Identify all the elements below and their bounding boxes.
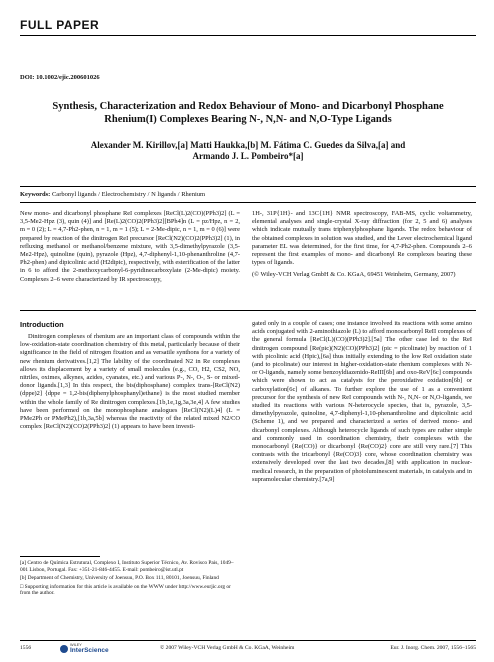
keywords-top-rule (20, 186, 476, 187)
author-list (30, 140, 466, 162)
logo-main-text: InterScience (70, 647, 109, 654)
intro-right-column (252, 320, 472, 484)
interscience-logo-icon (60, 645, 68, 653)
abstract-text-right: 1H-, 31P{1H}- and 13C{1H} NMR spectroscopy, FAB-MS, cyclic voltammetry, elemental analyses and single-crystal X-ray diffraction (for 2, 5 and 6) analyses which indicate mutually trans triphenylphosphane ligands. The redox behaviour of the obtained complexes in solution was studied, and the Lever electrochemical ligand parameter EL was determined, for the first time, for 4,7-Ph2-phen. Compounds 2–6 represent the first examples of mono- and dicarbonyl Re complexes bearing these types of ligands. (252, 210, 472, 267)
logo-top-text: WILEY (70, 643, 82, 647)
intro-text-right: gated only in a couple of cases; one instance involved its reactions with some amino acids conjugated with 2-aminothiazole (L) to afford monocarbonyl ReII complexes of the general formula [ReCl(L)(CO)(PPh3)2].[5a] The other case led to the ReI dinitrogen compound [Re(pic)(N2)(CO)(PPh3)2] (pic = picolinate) by reaction of 1 with picolinic acid (Hpic),[6a] thus initially extending to the low ReI oxidation state (and to picolinate) our interest in higher-oxidation-state rhenium complexes with N- or O-ligands, namely some benzoyldiazenido-ReIII[6b] and oxo-ReV[6c] compounds which were shown to act as catalysts for the peroxidative oxidation[6b] or carboxylation[6c] of alkanes. To further explore the use of 1 as a convenient precursor for the synthesis of new ReI compounds with N-, N,N- or N,O-ligands, we studied its reactions with various N-heterocycle species, that is, pyrazole, 3,5-dimethylpyrazole, quinoline, 4,7-diphenyl-1,10-phenanthroline and dipicolinic acid (Scheme 1), and we prepared and characterized a series of derived mono- and dicarbonyl complexes. Although heterocycle ligands of such types are rather simple and commonly used in coordination chemistry, their complexes with the monocarbonyl {Re(CO)} or dicarbonyl {Re(CO)2} core are still very rare.[7] This contrasts with the tricarbonyl {Re(CO)3} core, whose coordination chemistry was extensively developed over the last two decades,[8] with application in nuclear-medical research, in the preparation of photoluminescent materials, in catalysis and in supramolecular chemistry.[7a,9] (252, 320, 472, 483)
header-rule (20, 35, 476, 36)
abstract-right-column (252, 210, 472, 284)
intro-left-column (20, 333, 240, 431)
keywords-label: Keywords: (20, 191, 51, 198)
footer-copyright: © 2007 Wiley-VCH Verlag GmbH & Co. KGaA, Weinheim (160, 645, 295, 651)
doi: DOI: 10.1002/ejic.200601026 (20, 74, 100, 81)
author-line-1: Alexander M. Kirillov,[a] Matti Haukka,[b] M. Fátima C. Guedes da Silva,[a] and (90, 140, 406, 150)
running-header (20, 18, 476, 36)
supporting-info-text: Supporting information for this article is available on the WWW under http://www.eurjic.org or from the author. (20, 583, 231, 597)
supporting-info (20, 584, 240, 597)
article-title: Synthesis, Characterization and Redox Behaviour of Mono- and Dicarbonyl Phosphane Rhenium(I) Complexes Bearing N-, N,N- and N,O-Type Ligands (52, 101, 444, 125)
keywords-bottom-rule (20, 202, 476, 203)
affiliation-b: [b] Department of Chemistry, University of Joensuu, P.O. Box 111, 80101, Joensuu, Finland (20, 575, 219, 582)
keywords (20, 190, 476, 199)
intro-text-left: Dinitrogen complexes of rhenium are an important class of compounds within the low-oxidation-state coordination chemistry of this metal, particularly because of their significance in the field of nitrogen fixation and as versatile synthons for a variety of new rhenium derivatives.[1,2] The lability of the coordinated N2 in Re complexes allows its displacement by a variety of small molecules (e.g., CO, H2, CS2, NO, nitriles, oximes, alkynes, azides, cyanates, etc.) and various P-, N-, O-, S- or mixed-donor ligands.[1,3] In this respect, the bis(diphosphane) complex trans-[ReCl(N2)(dppe)2] {dppe = 1,2-bis(diphenylphosphanyl)ethane} is the most studied member within the whole family of Re dinitrogen complexes.[1b,1e,1g,3a,3e,4] A few studies have been performed on the monophosphane analogues [ReCl(N2)(L)4] (L = PMe2Ph or PMePh2),[1b,3a,5b] whereas the reactivity of the related mixed N2/CO complex [ReCl(N2)(CO)2(PPh3)2] (1) appears to have been investi- (20, 333, 240, 431)
publisher-logo (60, 643, 112, 655)
intro-heading: Introduction (20, 320, 64, 329)
journal-citation: Eur. J. Inorg. Chem. 2007, 1556–1565 (390, 645, 476, 651)
section-label: FULL PAPER (20, 18, 100, 32)
supporting-info-icon: □ (20, 583, 25, 590)
abstract-copyright: (© Wiley-VCH Verlag GmbH & Co. KGaA, 69451 Weinheim, Germany, 2007) (252, 271, 456, 279)
footer-rule (20, 640, 476, 641)
page-number: 1556 (20, 645, 32, 651)
footnotes (20, 560, 240, 599)
keywords-list: Carbonyl ligands / Electrochemistry / N ligands / Rhenium (51, 191, 206, 198)
footnote-rule (20, 556, 100, 557)
author-line-2: Armando J. L. Pombeiro*[a] (192, 151, 304, 161)
abstract-left-column (20, 210, 240, 288)
affiliation-a: [a] Centro de Química Estrutural, Complexo I, Instituto Superior Técnico, Av. Rovisco Pais, 1049–001 Lisbon, Portugal. Fax: +351-21-846-4455. E-mail: pombeiro@ist.utl.pt (20, 560, 234, 573)
abstract-rule (20, 310, 476, 311)
page-footer (20, 643, 476, 655)
abstract-text-left: New mono- and dicarbonyl phosphane ReI complexes [ReCl(L)2(CO)(PPh3)2] (L = 3,5-Me2-Hpz (3), quin (4)] and [Re(L)2(CO)2(PPh3)2][BPh4]n (L = pz/Hpz, n = 2, m = 0 (2); L = 4,7-Ph2-phen, n = 1, m = 1 (5); L = 2-Me-dipic, n = 1, m = 0 (6)] were prepared by reaction of the dinitrogen ReI precursor [ReCl(N2)(CO)2(PPh3)2] (1), in refluxing methanol or methanol/benzene mixture, with 3,5-dimethylpyrazole (3,5-Me2-Hpz), quinoline (quin), pyrazole (Hpz), 4,7-diphenyl-1,10-phenanthroline (4,7-Ph2-phen) and dipicolinic acid (H2dipic), respectively, with esterification of the latter in 6 to afford the 2-methoxycarbonyl-6-pyridinecarboxylate (2-Me-dipic) moiety. Complexes 2–6 were characterized by IR spectroscopy, (20, 210, 240, 283)
